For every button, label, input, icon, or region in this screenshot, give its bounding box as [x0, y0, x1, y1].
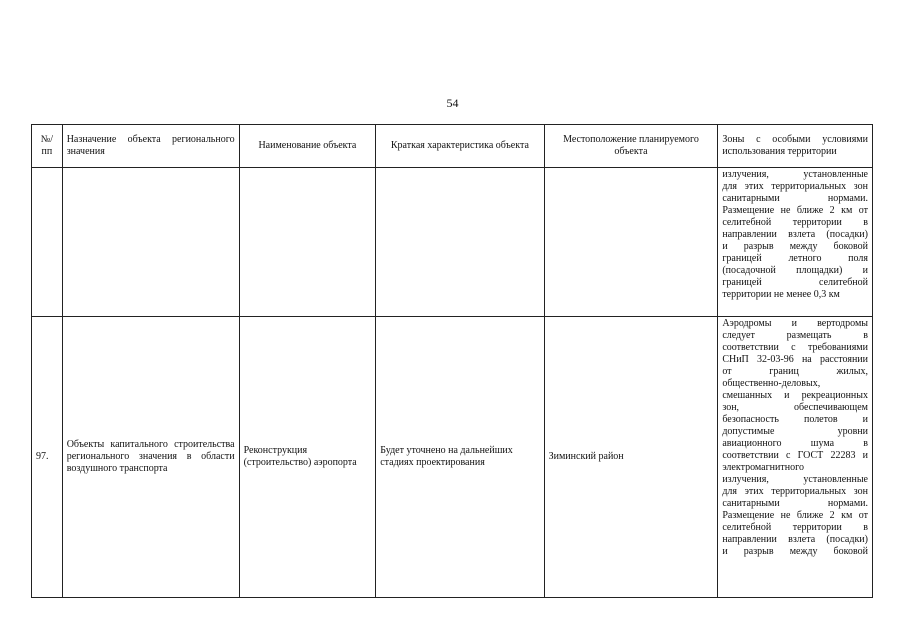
header-purpose: Назначение объекта регионального значения — [62, 125, 239, 168]
cell-purpose: Объекты капитального строительства регионального значения в области воздушного транспорта — [62, 317, 239, 598]
zones-line: электромагнитного — [722, 462, 804, 473]
regional-objects-table — [31, 124, 873, 598]
zones-line: зон, обеспечивающем — [722, 402, 868, 413]
cell-characteristic — [376, 168, 544, 317]
header-number: №/пп — [32, 125, 63, 168]
table-row-97 — [32, 317, 873, 598]
cell-location: Зиминский район — [544, 317, 718, 598]
cell-name: Реконструкция (строительство) аэропорта — [239, 317, 376, 598]
zones-line: общественно-деловых, — [722, 378, 821, 389]
zones-line: соответствии с ГОСТ 22283 и — [722, 450, 868, 461]
cell-name — [239, 168, 376, 317]
cell-location — [544, 168, 718, 317]
zones-line: селитебной территории в — [722, 522, 868, 533]
cell-zones-continuation — [718, 168, 873, 317]
zones-line: границей летного поля — [722, 253, 868, 264]
zones-line: границей селитебной — [722, 277, 868, 288]
zones-line: Размещение не ближе 2 км от — [722, 510, 868, 521]
zones-line: Аэродромы и вертодромы — [722, 318, 868, 329]
zones-line: СНиП 32-03-96 на расстоянии — [722, 354, 868, 365]
zones-line: излучения, установленные — [722, 474, 868, 485]
header-name: Наименование объекта — [239, 125, 376, 168]
zones-line: от границ жилых, — [722, 366, 868, 377]
zones-line: смешанных и рекреационных — [722, 390, 868, 401]
zones-line: территории не менее 0,3 км — [722, 289, 840, 300]
header-location: Местоположение планируемого объекта — [544, 125, 718, 168]
zones-line: излучения, установленные — [722, 169, 868, 180]
zones-line: направлении взлета (посадки) — [722, 229, 868, 240]
table-header-row — [32, 125, 873, 168]
zones-line: соответствии с требованиями — [722, 342, 868, 353]
header-zones: Зоны с особыми условиями использования территории — [718, 125, 873, 168]
zones-line: следует размещать в — [722, 330, 868, 341]
zones-line: для этих территориальных зон — [722, 486, 868, 497]
cell-purpose — [62, 168, 239, 317]
zones-line: Размещение не ближе 2 км от — [722, 205, 868, 216]
cell-zones — [718, 317, 873, 598]
page-number: 54 — [446, 96, 459, 110]
zones-line: безопасность полетов и — [722, 414, 868, 425]
cell-number — [32, 168, 63, 317]
zones-line: санитарными нормами. — [722, 193, 868, 204]
zones-line: направлении взлета (посадки) — [722, 534, 868, 545]
zones-line: допустимые уровни — [722, 426, 868, 437]
zones-line: селитебной территории в — [722, 217, 868, 228]
table-row-continuation — [32, 168, 873, 317]
zones-line: и разрыв между боковой — [722, 241, 868, 252]
cell-characteristic: Будет уточнено на дальнейших стадиях проектирования — [376, 317, 544, 598]
header-characteristic: Краткая характеристика объекта — [376, 125, 544, 168]
zones-line: (посадочной площадки) и — [722, 265, 868, 276]
cell-number: 97. — [32, 317, 63, 598]
zones-line: санитарными нормами. — [722, 498, 868, 509]
zones-line: авиационного шума в — [722, 438, 868, 449]
zones-line: для этих территориальных зон — [722, 181, 868, 192]
zones-line: и разрыв между боковой — [722, 546, 868, 557]
